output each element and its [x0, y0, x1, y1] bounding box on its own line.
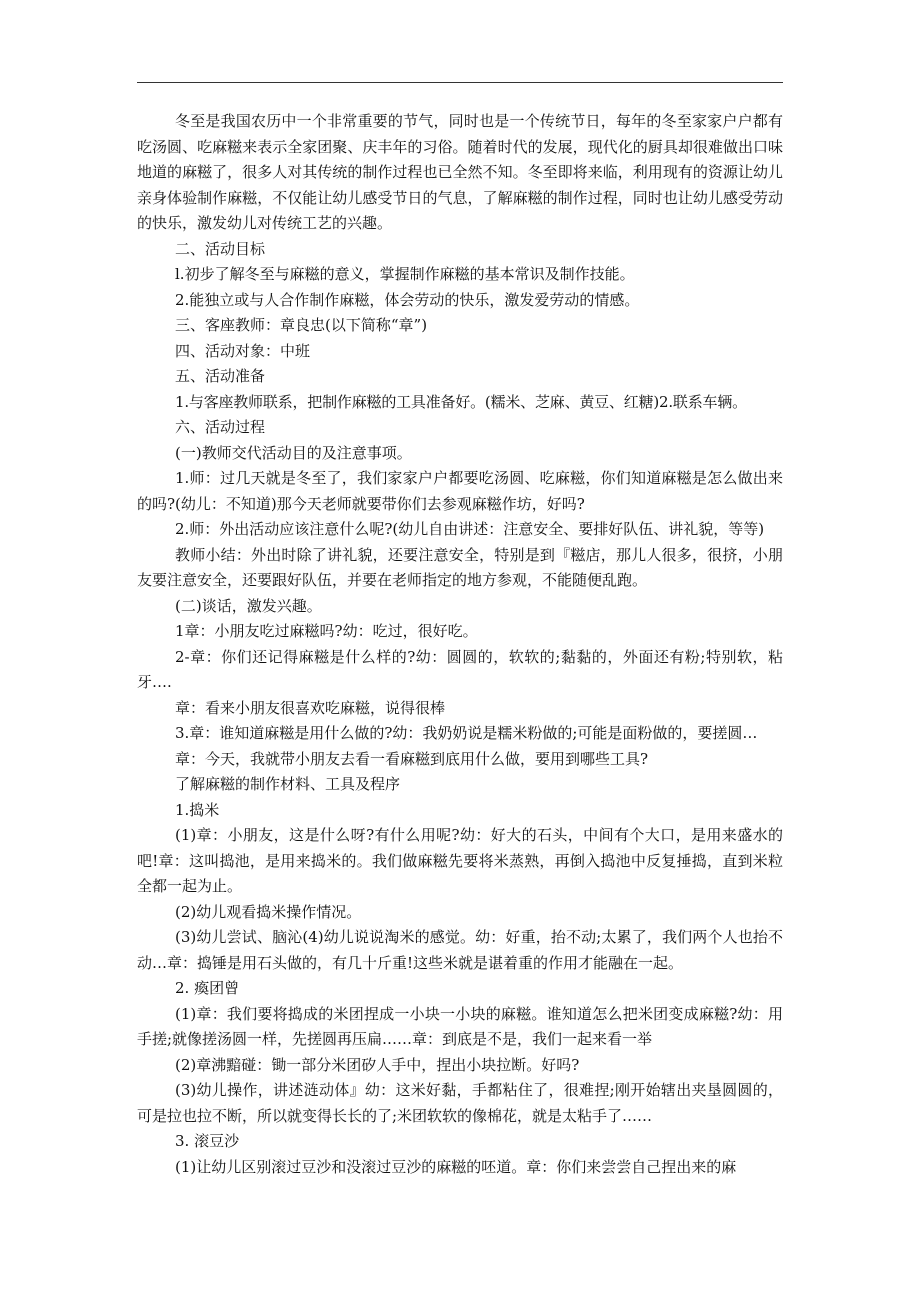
dialogue-paragraph: 1章：小朋友吃过麻糍吗?幼：吃过，很好吃。 [175, 622, 478, 640]
dialogue-paragraph: 2.师：外出活动应该注意什么呢?(幼儿自由讲述：注意安全、要排好队伍、讲礼貌，等等) [175, 520, 765, 538]
dialogue-paragraph: 章：看来小朋友很喜欢吃麻糍，说得很棒 [175, 698, 446, 717]
dialogue-paragraph: 2-章：你们还记得麻糍是什么样的?幼：圆圆的，软软的;黏黏的，外面还有粉;特别软，粘牙…. [137, 647, 783, 691]
dialogue-paragraph: (3)幼儿操作，讲述涟动体』幼：这米好黏，手都粘住了，很难捏;刚开始辖出夹垦圆圆的，可是拉也拉不断，所以就变得长长的了;米团软软的像棉花，就是太粘手了…… [137, 1081, 783, 1125]
goal-item-1: l.初步了解冬至与麻糍的意义，掌握制作麻糍的基本常识及制作技能。 [175, 265, 635, 283]
dialogue-paragraph: 3.章：谁知道麻糍是用什么做的?幼：我奶奶说是糯米粉做的;可能是面粉做的，要搓圆… [175, 724, 758, 742]
teacher-summary-paragraph: 教师小结：外出时除了讲礼貌，还要注意安全，特别是到『糍店，那儿人很多，很挤，小朋友要注意安全，还要跟好队伍，并要在老师指定的地方参观，不能随便乱跑。 [137, 545, 783, 589]
dialogue-paragraph: (1)让幼儿区别滚过豆沙和没滚过豆沙的麻糍的呸道。章：你们来尝尝自己捏出来的麻 [175, 1157, 737, 1176]
dialogue-paragraph: (3)幼儿尝试、脑沁(4)幼儿说说淘米的感觉。幼：好重，抬不动;太累了，我们两个人也抬不动…章：捣锤是用石头做的，有几十斤重!这些米就是谌着重的作用才能融在一起。 [137, 928, 783, 972]
dialogue-paragraph: (2)幼儿观看捣米操作情况。 [175, 902, 362, 921]
subsection-heading: 了解麻糍的制作材料、工具及程序 [175, 775, 401, 793]
intro-paragraph: 冬至是我国农历中一个非常重要的节气，同时也是一个传统节日，每年的冬至家家户户都有吃汤圆、吃麻糍来表示全家团聚、庆丰年的习俗。随着时代的发展，现代化的厨具却很难做出口味地道的麻糍了，很多人对其传统的制作过程也已全然不知。冬至即将来临，利用现有的资源让幼儿亲身体验制作麻糍，不仅能让幼儿感受节日的气息，了解麻糍的制作过程，同时也让幼儿感受劳动的快乐，激发幼儿对传统工艺的兴趣。 [137, 112, 783, 232]
dialogue-paragraph: 章：今天，我就带小朋友去看一看麻糍到底用什么做，要用到哪些工具? [175, 749, 649, 768]
document-body [137, 109, 783, 1180]
process-step-2-title: (二)谈话，激发兴趣。 [175, 596, 322, 615]
header-rule [137, 82, 783, 83]
process-step-1-title: (一)教师交代活动目的及注意事项。 [175, 443, 412, 462]
preparation-item: 1.与客座教师联系，把制作麻糍的工具准备好。(糯米、芝麻、黄豆、红糖)2.联系车辆。 [175, 392, 747, 411]
section-heading-goals: 二、活动目标 [175, 239, 266, 258]
section-heading-process: 六、活动过程 [175, 418, 266, 436]
dialogue-paragraph: (2)章沸黯碰：锄一部分米团矽人手中，捏出小块拉断。好吗? [175, 1055, 580, 1074]
step-title-pounding-rice: 1.捣米 [175, 800, 220, 819]
dialogue-paragraph: (1)章：我们要将捣成的米团捏成一小块一小块的麻糍。谁知道怎么把米团变成麻糍?幼：用手搓;就像搓汤圆一样，先搓圆再压扁……章：到底是不是，我们一起来看一举 [137, 1004, 783, 1048]
dialogue-paragraph: (1)章：小朋友，这是什么呀?有什么用呢?幼：好大的石头，中间有个大口，是用来盛水的吧!章：这叫捣池，是用来捣米的。我们做麻糍先要将米蒸熟，再倒入捣池中反复捶捣，直到米粒全都一起为止。 [137, 826, 783, 895]
section-heading-guest-teacher: 三、客座教师：章良忠(以下简称“章”) [175, 316, 428, 334]
step-title-shaping: 2. 瘓团曾 [175, 979, 240, 997]
dialogue-paragraph: 1.师：过几天就是冬至了，我们家家户户都要吃汤圆、吃麻糍，你们知道麻糍是怎么做出来的吗?(幼儿：不知道)那今天老师就要带你们去参观麻糍作坊，好吗? [137, 469, 783, 513]
section-heading-audience: 四、活动对象：中班 [175, 341, 311, 360]
step-title-bean-paste: 3. 滚豆沙 [175, 1132, 240, 1150]
goal-item-2: 2.能独立或与人合作制作麻糍，体会劳动的快乐，激发爱劳动的情感。 [175, 290, 640, 309]
section-heading-preparation: 五、活动准备 [175, 367, 266, 385]
